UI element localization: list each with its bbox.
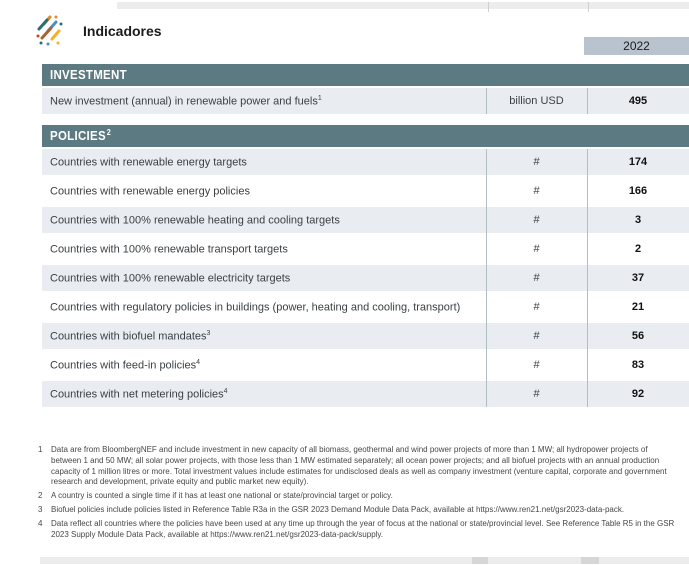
row-value: 56 <box>631 330 645 342</box>
row-label: Countries with renewable energy targets <box>50 156 247 169</box>
table-row <box>42 265 689 291</box>
year-header-badge: 2022 <box>584 37 689 55</box>
row-unit: # <box>533 272 540 284</box>
section-header-policies: POLICIES$^2$ <box>42 125 689 147</box>
adjacent-table-top-strip <box>117 2 689 9</box>
row-value: 495 <box>628 95 648 107</box>
table-row <box>42 236 689 262</box>
row-unit: # <box>533 359 540 371</box>
section-header-investment: INVESTMENT <box>42 64 689 86</box>
footnote-1 <box>38 445 680 488</box>
section-body-policies <box>42 149 689 407</box>
adjacent-table-column-tick <box>588 2 589 12</box>
row-unit: # <box>533 301 540 313</box>
row-unit: # <box>533 214 540 226</box>
table-row <box>42 207 689 233</box>
indicators-table <box>42 64 689 410</box>
row-unit: # <box>533 156 540 168</box>
footnote-number: 3 <box>38 504 43 514</box>
table-row <box>42 323 689 349</box>
footnote-number: 2 <box>38 491 43 501</box>
row-label: Countries with 100% renewable transport targets <box>50 243 288 256</box>
table-row <box>42 352 689 378</box>
adjacent-table-column-segment <box>472 557 488 564</box>
gsr-hatch-logo-icon <box>35 12 65 49</box>
table-row <box>42 88 689 114</box>
row-label: Countries with 100% renewable heating and cooling targets <box>50 214 340 227</box>
footnote-number: 1 <box>38 445 43 454</box>
row-value: 92 <box>631 388 645 400</box>
table-row <box>42 149 689 175</box>
row-label: Countries with net metering policies$^4$ <box>50 387 228 401</box>
row-label: Countries with 100% renewable electricity targets <box>50 272 291 285</box>
row-label: Countries with renewable energy policies <box>50 185 250 198</box>
row-label: Countries with regulatory policies in buildings (power, heating and cooling, transport) <box>50 301 461 314</box>
row-value: 3 <box>634 214 642 226</box>
column-divider <box>587 149 588 407</box>
row-unit: billion USD <box>509 95 564 107</box>
footnote-text: Data are from BloombergNEF and include investment in new capacity of all biomass, geothermal and wind power projects of more than 1 MW; all hydropower projects of between 1 and 50 MW; all solar power projects, with those less than 1 MW estimated separately; all ocean power projects; and all biofuel projects with an annual production capacity of 1 million litres or more. Total investment values include estimates for undisclosed deals as well as company investment (venture capital, corporate and government research and development, private equity and public market new equity). <box>51 445 667 487</box>
footnote-text: Data reflect all countries where the policies have been used at any time up through the year of focus at the national or state/provincial level. See Reference Table R5 in the GSR 2023 Supply Module Data Pack, available at https://www.ren21.net/gsr2023-data-pack/supply. <box>51 518 675 539</box>
row-value: 2 <box>634 243 642 255</box>
adjacent-table-column-segment <box>581 557 599 564</box>
footnote-number: 4 <box>38 518 43 528</box>
row-unit: # <box>533 330 540 342</box>
row-unit: # <box>533 185 540 197</box>
row-label: New investment (annual) in renewable power and fuels$^1$ <box>50 94 322 108</box>
footnotes <box>38 445 680 543</box>
adjacent-table-column-tick <box>488 2 489 12</box>
footnote-text: Biofuel policies include policies listed in Reference Table R3a in the GSR 2023 Demand Module Data Pack, available at https://www.ren21.net/gsr2023-data-pack. <box>51 504 625 514</box>
table-row <box>42 178 689 204</box>
row-value: 21 <box>631 301 645 313</box>
row-value: 174 <box>628 156 648 168</box>
row-label: Countries with feed-in policies$^4$ <box>50 358 201 372</box>
section-body-investment <box>42 88 689 114</box>
footnote-2 <box>38 491 680 502</box>
row-label: Countries with biofuel mandates$^3$ <box>50 329 211 343</box>
footnote-4 <box>38 519 680 541</box>
footnote-3 <box>38 505 680 516</box>
column-divider <box>486 149 487 407</box>
column-divider <box>486 88 487 114</box>
table-row <box>42 381 689 407</box>
table-row <box>42 294 689 320</box>
column-divider <box>587 88 588 114</box>
row-value: 83 <box>631 359 645 371</box>
row-unit: # <box>533 388 540 400</box>
page-title: Indicadores <box>83 23 162 39</box>
row-unit: # <box>533 243 540 255</box>
footnote-text: A country is counted a single time if it has at least one national or state/provincial target or policy. <box>51 491 393 501</box>
row-value: 166 <box>628 185 648 197</box>
row-value: 37 <box>631 272 645 284</box>
